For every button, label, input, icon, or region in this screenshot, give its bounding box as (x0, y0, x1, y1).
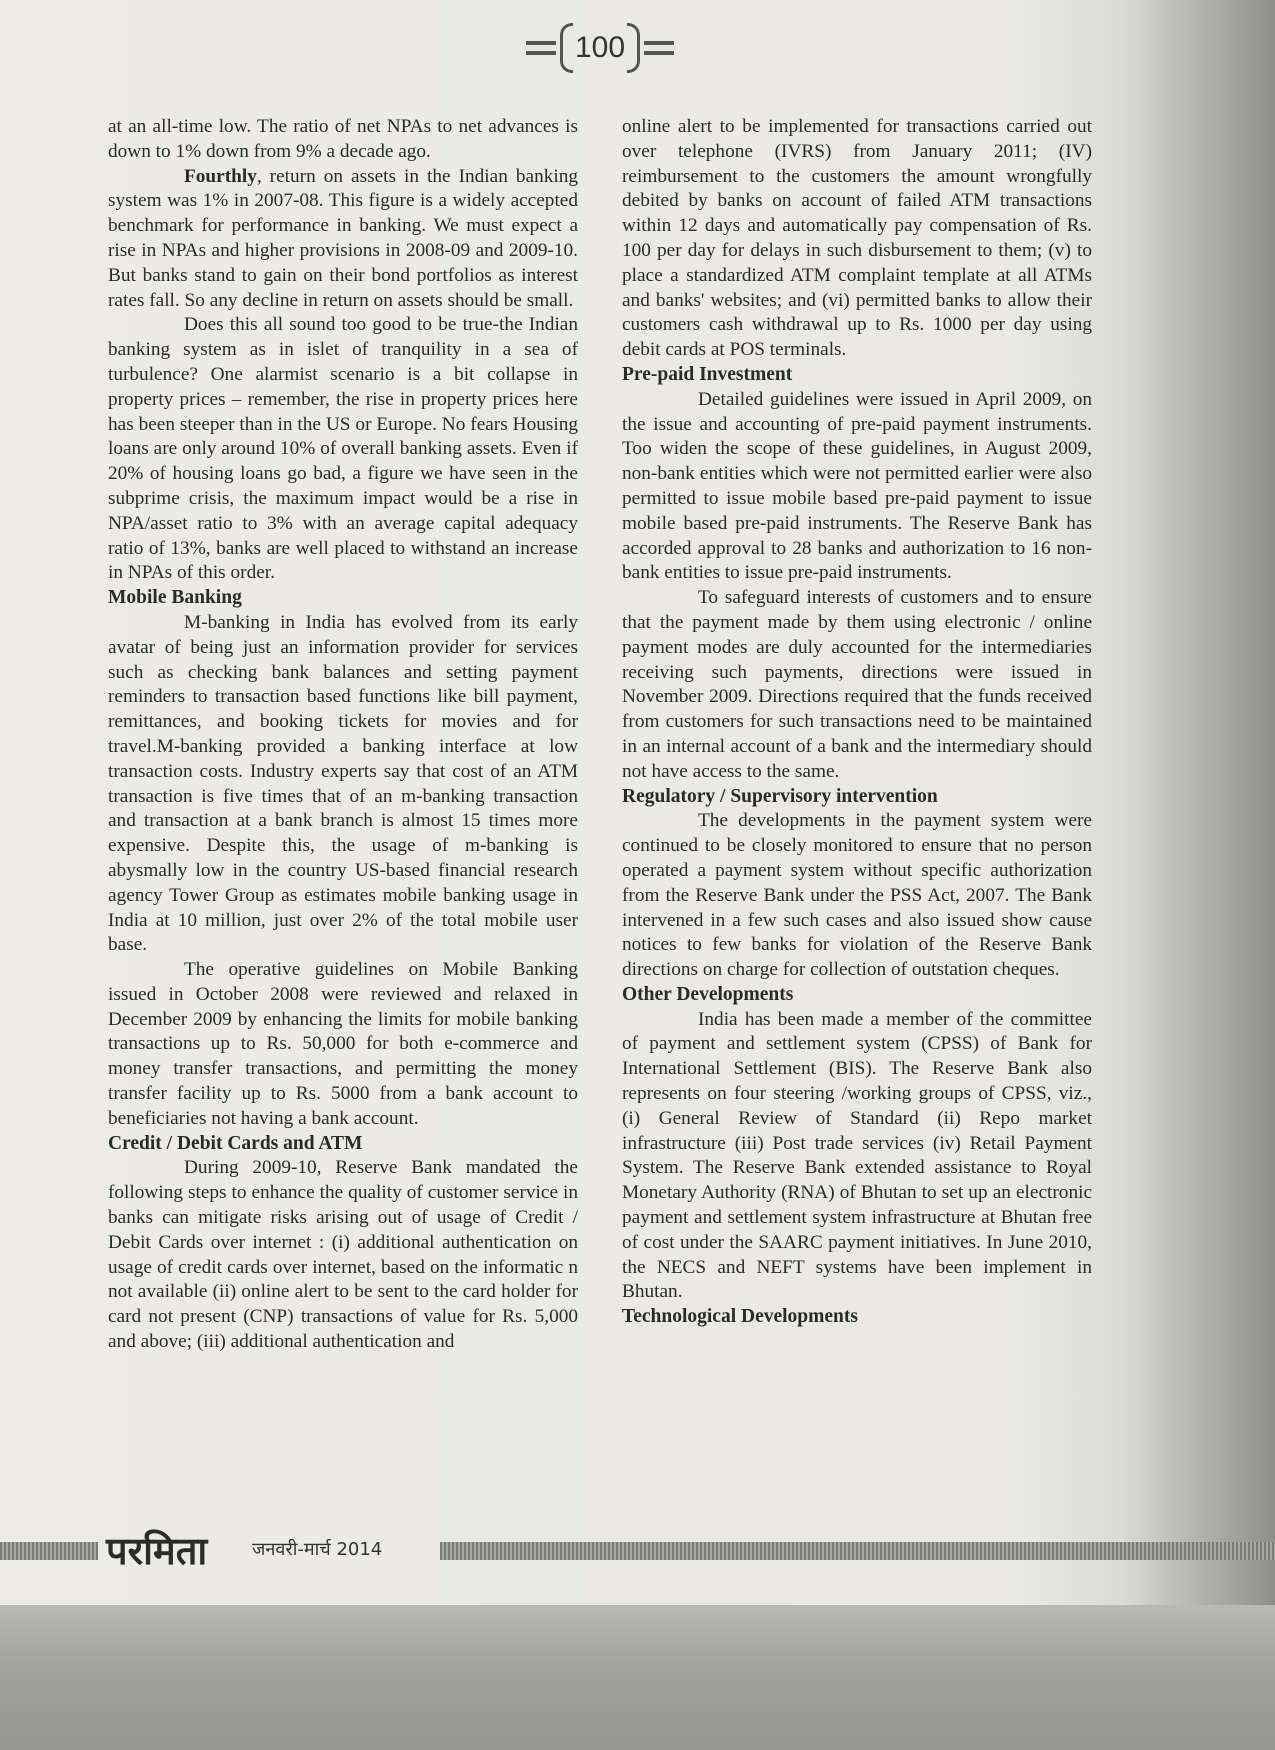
page-edge-shadow (0, 1605, 1275, 1750)
paragraph: The developments in the payment system were continued to be closely monitored to ensure that no person operated a payment system without specific authorization from the Reserve Bank under the PSS Act, 2007. The Bank intervened in a few such cases and also issued show cause notices to few banks for violation of the Reserve Bank directions on charge for collection of outstation cheques. (622, 810, 1092, 981)
paragraph: To safeguard interests of customers and to ensure that the payment made by them using electronic / online payment modes are duly accounted for the intermediaries receiving such payments, directions were issued in November 2009. Directions required that the funds received from customers for such transactions need to be maintained in an internal account of a bank and the intermediary should not have access to the same. (622, 587, 1092, 782)
paragraph: The operative guidelines on Mobile Banking issued in October 2008 were reviewed and relaxed in December 2009 by enhancing the limits for mobile banking transactions up to Rs. 50,000 for both e-commerce and money transfer transactions, and permitting the money transfer facility up to Rs. 5000 from a bank account to beneficiaries not having a bank account. (108, 959, 578, 1129)
paragraph: During 2009-10, Reserve Bank mandated the following steps to enhance the quality of customer service in banks can mitigate risks arising out of usage of Credit / Debit Cards over internet : (i) additional authentication on usage of credit cards over internet, based on the informatic n not available (ii) online alert to be sent to the card holder for card not present (CNP) transactions of value for Rs. 5,000 and above; (iii) additional authentication and (108, 1157, 578, 1353)
paragraph-text: , return on assets in the Indian banking system was 1% in 2007-08. This figure is a widely accepted benchmark for performance in banking. We must expect a rise in NPAs and higher provisions in 2008-09 and 2009-10. But banks stand to gain on their bond portfolios as interest rates fall. So any decline in return on assets should be small. (108, 165, 578, 311)
footer-band (0, 1542, 98, 1560)
paragraph: India has been made a member of the committee of payment and settlement system (CPSS) of Bank for International Settlement (BIS). The Reserve Bank also represents on four steering /working groups of CPSS, viz., (i) General Review of Standard (ii) Repo market infrastructure (iii) Post trade services (iv) Retail Payment System. The Reserve Bank extended assistance to Royal Monetary Authority (RNA) of Bhutan to set up an electronic payment and settlement system infrastructure at Bhutan free of cost under the SAARC payment initiatives. In June 2010, the NECS and NEFT systems have been implement in Bhutan. (622, 1008, 1092, 1303)
page-number-ornament (520, 20, 680, 76)
right-column (622, 115, 1092, 1330)
paragraph: Does this all sound too good to be true-the Indian banking system as in islet of tranquility in a sea of turbulence? One alarmist scenario is a bit collapse in property prices – remember, the rise in property prices here has been steeper than in the US or Europe. No fears Housing loans are only around 10% of overall banking assets. Even if 20% of housing loans go bad, a figure we have seen in the subprime crisis, the maximum impact would be a rise in NPA/asset ratio to 3% with an average capital adequacy ratio of 13%, banks are well placed to withstand an increase in NPAs of this order. (108, 314, 578, 584)
section-heading-cards-atm: Credit / Debit Cards and ATM (108, 1132, 363, 1154)
ornament-bars-left (526, 41, 556, 55)
paragraph: M-banking in India has evolved from its early avatar of being just an information provider for services such as checking bank balances and setting payment reminders to transaction based functions like bill payment, remittances, and booking tickets for movies and for travel.M-banking provided a banking interface at low transaction costs. Industry experts say that cost of an ATM transaction is five times that of an m-banking transaction and transaction at a bank branch is almost 15 times more expensive. Despite this, the usage of m-banking is abysmally low in the country US-based financial research agency Tower Group as estimates mobile banking usage in India at 10 million, just over 2% of the total mobile user base. (108, 611, 578, 956)
ornament-bars-right (644, 41, 674, 55)
section-heading-mobile-banking: Mobile Banking (108, 587, 242, 609)
section-heading-technological: Technological Developments (622, 1306, 858, 1328)
section-heading-other: Other Developments (622, 983, 794, 1005)
paragraph: Detailed guidelines were issued in April 2009, on the issue and accounting of pre-paid payment instruments. Too widen the scope of these guidelines, in August 2009, non-bank entities which were not permitted earlier were also permitted to issue mobile based pre-paid payment to issue mobile based pre-paid instruments. The Reserve Bank has accorded approval to 28 banks and authorization to 16 non-bank entities to issue pre-paid instruments. (622, 388, 1092, 584)
paragraph (108, 165, 578, 314)
paragraph: online alert to be implemented for transactions carried out over telephone (IVRS) from January 2011; (IV) reimbursement to the customers the amount wrongfully debited by banks on account of failed ATM transactions within 12 days and automatically pay compensation of Rs. 100 per day for delays in such disbursement to them; (v) to place a standardized ATM complaint template at all ATMs and banks' websites; and (vi) permitted banks to allow their customers cash withdrawal up to Rs. 1000 per day using debit cards at POS terminals. (622, 116, 1092, 361)
ornament-bracket-left (560, 23, 573, 73)
ornament-bracket-right (627, 23, 640, 73)
page-footer (0, 1528, 1275, 1574)
page-number: 100 (574, 31, 626, 64)
left-column (108, 115, 578, 1355)
journal-logo: परमिता (106, 1529, 208, 1573)
issue-date: जनवरी-मार्च 2014 (252, 1539, 383, 1560)
paragraph-lead-bold: Fourthly (184, 165, 257, 187)
paragraph: at an all-time low. The ratio of net NPAs to net advances is down to 1% down from 9% a decade ago. (108, 116, 578, 162)
footer-band (440, 1542, 1275, 1560)
section-heading-prepaid: Pre-paid Investment (622, 363, 793, 385)
section-heading-regulatory: Regulatory / Supervisory intervention (622, 785, 938, 807)
